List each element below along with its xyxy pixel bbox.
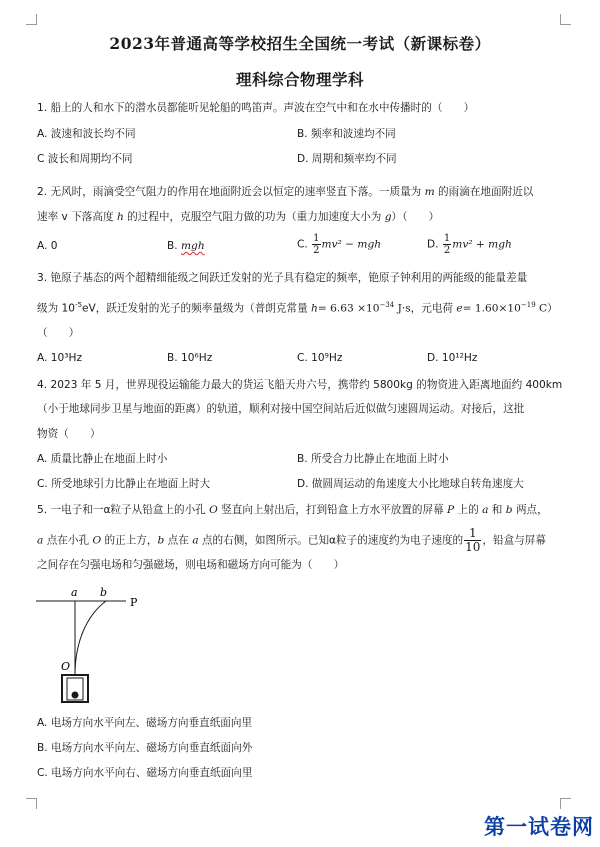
var-h: h xyxy=(311,302,318,315)
q5-text: 点的右侧，如图所示。已知α粒子的速度约为电子速度的 xyxy=(198,534,464,547)
q1-option-b: B. 频率和波速均不同 xyxy=(297,128,396,140)
label-O: O xyxy=(61,660,71,673)
var-m: m xyxy=(424,186,435,198)
q4-option-b: B. 所受合力比静止在地面上时小 xyxy=(297,453,449,465)
q5-option-b: B. 电场方向水平向左、磁场方向垂直纸面向外 xyxy=(37,742,253,754)
q5-text: 和 xyxy=(488,504,506,516)
q2-option-a: A. 0 xyxy=(37,240,58,252)
var-b: b xyxy=(505,504,513,516)
q5-stem-line2 xyxy=(37,527,546,554)
label-a: a xyxy=(71,586,78,599)
charge-unit: C xyxy=(535,302,548,315)
q2-text: 的过程中，克服空气阻力做的功为（重力加速度大小为 xyxy=(123,211,385,223)
q3-option-d: D. 10¹²Hz xyxy=(427,352,478,364)
option-label: C. xyxy=(297,238,312,251)
corner-mark-bottom-right xyxy=(560,798,571,809)
exam-title: 2023年普通高等学校招生全国统一考试（新课标卷） xyxy=(109,34,491,53)
var-e: e xyxy=(456,302,463,315)
q2-stem-line2 xyxy=(37,210,439,224)
q2-text: ）（ ） xyxy=(391,211,440,223)
q3-paren: （ ） xyxy=(37,327,80,339)
label-b: b xyxy=(100,586,108,599)
q2-option-b xyxy=(167,239,205,253)
frac-den: 2 xyxy=(443,245,451,256)
lead-box-diagram xyxy=(34,588,144,706)
q5-stem-line1 xyxy=(37,503,548,517)
source-dot xyxy=(72,692,79,699)
frac-num: 1 xyxy=(313,233,320,244)
label-P: P xyxy=(130,596,138,609)
q5-figure xyxy=(34,588,144,706)
fraction-one-tenth xyxy=(464,527,481,554)
q4-option-d: D. 做圆周运动的角速度大小比地球自转角速度大 xyxy=(297,478,524,490)
q5-option-a: A. 电场方向水平向左、磁场方向垂直纸面向里 xyxy=(37,717,253,729)
expr-d: mv² + mgh xyxy=(452,238,512,251)
q5-text: 上的 xyxy=(454,504,483,516)
q3-text: ，元电荷 xyxy=(410,302,457,315)
var-g: g xyxy=(384,211,392,223)
charge-exponent: −19 xyxy=(520,301,536,309)
q5-text: 的正上方， xyxy=(101,534,158,547)
q3-option-a: A. 10³Hz xyxy=(37,352,83,364)
q3-option-b: B. 10⁶Hz xyxy=(167,352,213,364)
q5-stem-line3: 之间存在匀强电场和匀强磁场，则电场和磁场方向可能为（ ） xyxy=(37,559,345,571)
var-b: b xyxy=(157,534,165,547)
q4-option-a: A. 质量比静止在地面上时小 xyxy=(37,453,168,465)
q2-option-d xyxy=(427,233,512,256)
option-label: B. xyxy=(167,240,182,252)
planck-value: = 6.63 ×10 xyxy=(317,302,380,315)
frac-num: 1 xyxy=(464,527,481,541)
var-h: h xyxy=(116,211,124,223)
q4-option-c: C. 所受地球引力比静止在地面上时大 xyxy=(37,478,211,490)
q5-text: 点在 xyxy=(164,534,193,547)
option-label: D. xyxy=(427,238,442,251)
corner-mark-top-right xyxy=(560,14,571,25)
frac-den: 2 xyxy=(313,245,320,256)
q5-text: 5. 一电子和一α粒子从铅盒上的小孔 xyxy=(37,504,210,516)
q2-option-c xyxy=(297,233,381,256)
q3-text: ） xyxy=(547,302,558,315)
q1-stem: 1. 船上的人和水下的潜水员都能听见轮船的鸣笛声。声波在空气中和在水中传播时的（ ） xyxy=(37,102,475,114)
fraction-one-half xyxy=(443,233,451,256)
corner-mark-top-left xyxy=(26,14,37,25)
exam-subtitle: 理科综合物理学科 xyxy=(235,70,364,89)
var-a: a xyxy=(482,504,489,516)
q5-option-c: C. 电场方向水平向右、磁场方向垂直纸面向里 xyxy=(37,767,253,779)
planck-unit: J·s xyxy=(394,302,411,315)
expr-mgh: mgh xyxy=(181,240,205,252)
fraction-one-half xyxy=(312,233,320,256)
q2-stem-line1 xyxy=(37,185,533,199)
q3-stem-line1: 3. 铯原子基态的两个超精细能级之间跃迁发射的光子具有稳定的频率，铯原子钟利用的两能级的能量差量 xyxy=(37,272,528,284)
q1-option-c: C 波长和周期均不同 xyxy=(37,153,133,165)
expr-c: mv² − mgh xyxy=(321,238,382,251)
corner-mark-bottom-left xyxy=(26,798,37,809)
q3-exponent: -5 xyxy=(75,301,83,309)
q4-stem-line3: 物资（ ） xyxy=(37,428,101,440)
planck-exponent: −34 xyxy=(379,301,395,309)
q3-text: 级为 10 xyxy=(37,302,76,315)
frac-den: 10 xyxy=(465,540,481,554)
q2-text: 2. 无风时，雨滴受空气阻力的作用在地面附近会以恒定的速率竖直下落。一质量为 xyxy=(37,186,425,198)
q5-text: 竖直向上射出后，打到铅盒上方水平放置的屏幕 xyxy=(217,504,448,516)
var-a: a xyxy=(37,534,44,547)
q3-option-c: C. 10⁹Hz xyxy=(297,352,343,364)
frac-num: 1 xyxy=(443,233,451,244)
q5-text: ，铅盒与屏幕 xyxy=(482,534,546,547)
q5-text: 点在小孔 xyxy=(43,534,93,547)
electron-track xyxy=(75,601,106,675)
q3-stem-line2 xyxy=(37,298,558,316)
q1-option-a: A. 波速和波长均不同 xyxy=(37,128,136,140)
q5-text: 两点， xyxy=(512,504,548,516)
charge-value: = 1.60×10 xyxy=(462,302,521,315)
q1-option-d: D. 周期和频率均不同 xyxy=(297,153,397,165)
q4-stem-line2: （小于地球同步卫星与地面的距离）的轨道，顺利对接中国空间站后近似做匀速圆周运动。对接后，这批 xyxy=(37,403,525,415)
q3-text: eV，跃迁发射的光子的频率量级为（普朗克常量 xyxy=(82,302,312,315)
q2-text: 速率 v 下落高度 xyxy=(37,211,117,223)
var-P: P xyxy=(447,504,455,516)
var-O: O xyxy=(209,504,218,516)
var-a: a xyxy=(192,534,199,547)
q4-stem-line1: 4. 2023 年 5 月，世界现役运输能力最大的货运飞船天舟六号，携带约 5800kg 的物资进入距离地面约 400km xyxy=(37,379,563,391)
site-watermark-logo: 第一试卷网 xyxy=(484,815,594,839)
q2-text: 的雨滴在地面附近以 xyxy=(434,186,534,198)
var-O: O xyxy=(92,534,102,547)
